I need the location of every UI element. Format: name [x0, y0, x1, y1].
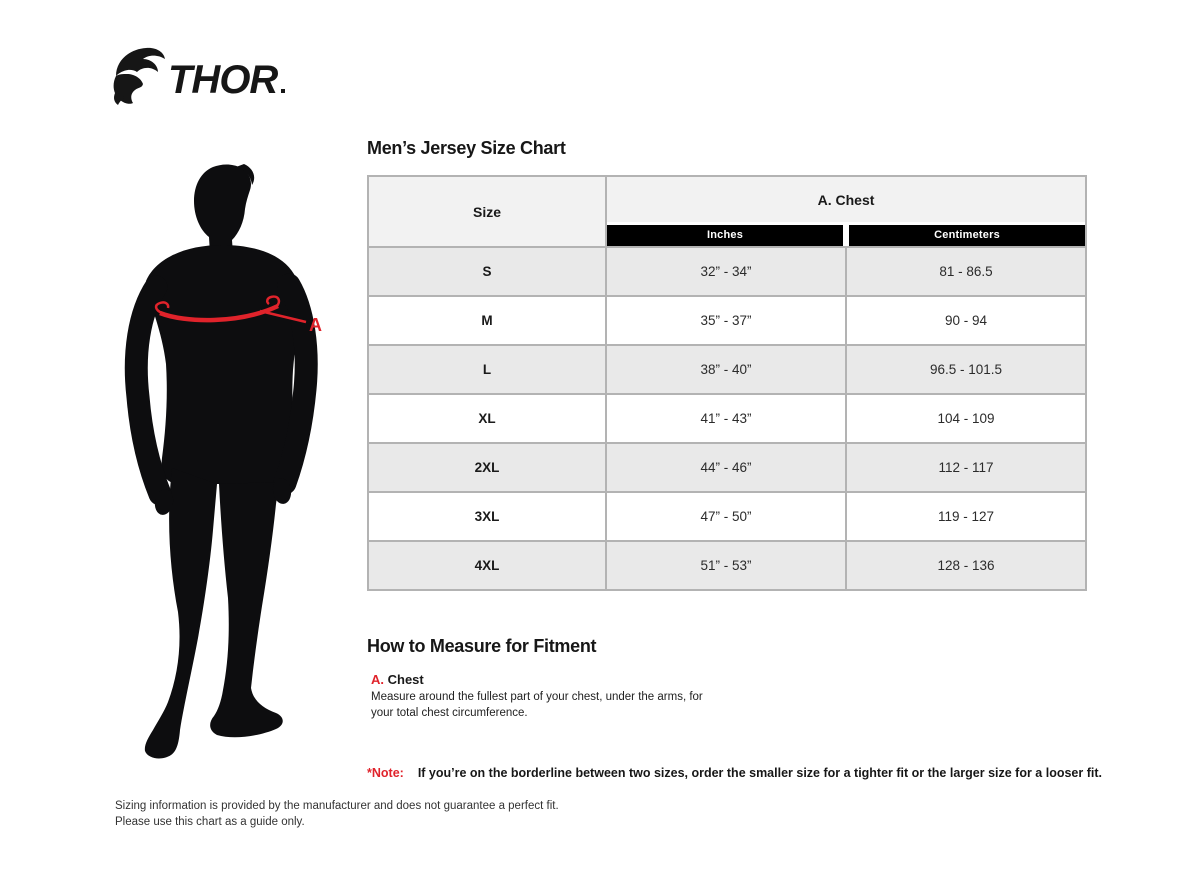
- table-row: [368, 247, 1086, 296]
- unit-bar-centimeters: Centimeters: [849, 225, 1085, 246]
- note-text: If you’re on the borderline between two sizes, order the smaller size for a tighter fit or the larger size for a looser fit.: [417, 766, 1102, 780]
- inches-cell: 44” - 46”: [606, 443, 846, 492]
- disclaimer: [115, 799, 559, 830]
- chest-marker-label: A: [309, 315, 322, 335]
- table-row: [368, 492, 1086, 541]
- size-cell: 2XL: [368, 443, 606, 492]
- measure-item-name: Chest: [387, 672, 424, 687]
- table-row: [368, 443, 1086, 492]
- goat-head-icon: [114, 48, 165, 105]
- centimeters-cell: 112 - 117: [846, 443, 1086, 492]
- sizing-note: [367, 766, 1102, 780]
- inches-cell: 35” - 37”: [606, 296, 846, 345]
- disclaimer-line-1: Sizing information is provided by the manufacturer and does not guarantee a perfect fit.: [115, 800, 559, 812]
- note-label: *Note:: [367, 766, 404, 780]
- size-table: [367, 175, 1087, 591]
- centimeters-cell: 90 - 94: [846, 296, 1086, 345]
- table-row: [368, 345, 1086, 394]
- logo-trademark-dot: [281, 89, 285, 93]
- size-cell: S: [368, 247, 606, 296]
- unit-cell-inches: [606, 222, 846, 247]
- inches-cell: 38” - 40”: [606, 345, 846, 394]
- centimeters-cell: 96.5 - 101.5: [846, 345, 1086, 394]
- centimeters-cell: 119 - 127: [846, 492, 1086, 541]
- centimeters-cell: 104 - 109: [846, 394, 1086, 443]
- male-silhouette-illustration: [110, 150, 360, 790]
- size-cell: L: [368, 345, 606, 394]
- table-row: [368, 394, 1086, 443]
- inches-cell: 51” - 53”: [606, 541, 846, 590]
- size-cell: XL: [368, 394, 606, 443]
- page-title: Men’s Jersey Size Chart: [367, 138, 566, 158]
- size-cell: 3XL: [368, 492, 606, 541]
- unit-bar-inches: Inches: [607, 225, 843, 246]
- thor-logo: [112, 46, 290, 106]
- unit-cell-centimeters: [846, 222, 1086, 247]
- centimeters-cell: 81 - 86.5: [846, 247, 1086, 296]
- size-cell: 4XL: [368, 541, 606, 590]
- how-to-measure-heading: How to Measure for Fitment: [367, 636, 597, 656]
- measure-item-chest: [371, 672, 731, 721]
- column-header-size: Size: [368, 176, 606, 247]
- silhouette-body: [145, 164, 299, 758]
- disclaimer-line-2: Please use this chart as a guide only.: [115, 815, 305, 828]
- size-cell: M: [368, 296, 606, 345]
- thor-logo-text: THOR: [168, 58, 278, 102]
- table-row: [368, 296, 1086, 345]
- measure-item-description: Measure around the fullest part of your chest, under the arms, for your total chest circumference.: [371, 691, 703, 719]
- size-table-container: [367, 175, 1087, 591]
- thor-logo-graphic: [112, 46, 290, 106]
- column-header-chest-group: A. Chest: [606, 176, 1086, 222]
- inches-cell: 32” - 34”: [606, 247, 846, 296]
- table-row: [368, 541, 1086, 590]
- inches-cell: 41” - 43”: [606, 394, 846, 443]
- centimeters-cell: 128 - 136: [846, 541, 1086, 590]
- inches-cell: 47” - 50”: [606, 492, 846, 541]
- fit-figure: [110, 150, 360, 790]
- measure-item-title: [371, 672, 731, 687]
- table-header-row: [368, 176, 1086, 222]
- measure-item-letter: A.: [371, 672, 384, 687]
